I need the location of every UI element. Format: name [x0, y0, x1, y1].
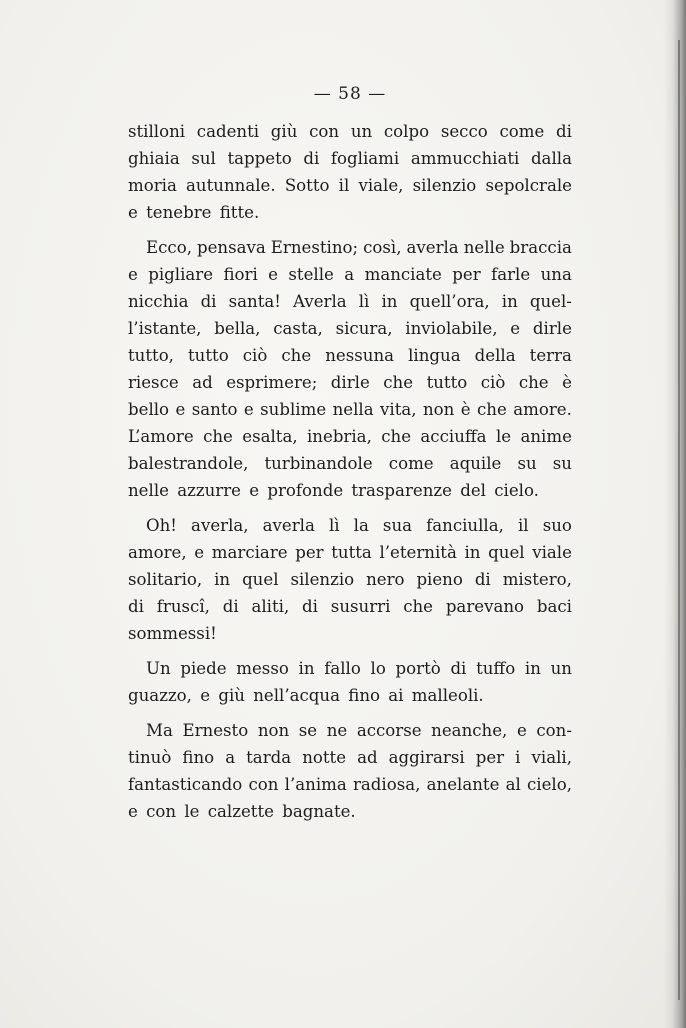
text-line: solitario, in quel silenzio nero pieno di mistero, — [128, 570, 572, 589]
book-spine-edge — [678, 40, 680, 1000]
text-line: bello e santo e sublime nella vita, non è che amore. — [128, 400, 572, 419]
text-line: ghiaia sul tappeto di fogliami ammucchiati dalla — [128, 149, 572, 168]
book-spine-shadow — [664, 0, 686, 1028]
body-text — [128, 118, 572, 833]
text-line: Oh! averla, averla lì la sua fanciulla, il suo — [146, 516, 572, 535]
paragraph — [128, 118, 572, 226]
text-line: L’amore che esalta, inebria, che acciuffa le anime — [128, 427, 572, 446]
paragraph — [128, 234, 572, 504]
text-line: e tenebre fitte. — [128, 203, 260, 222]
text-line: guazzo, e giù nell’acqua fino ai malleoli. — [128, 686, 484, 705]
text-line: di fruscî, di aliti, di susurri che parevano baci — [128, 597, 572, 616]
text-line: sommessi! — [128, 624, 217, 643]
text-line: e pigliare fiori e stelle a manciate per farle una — [128, 265, 572, 284]
paragraph — [128, 655, 572, 709]
text-line: tutto, tutto ciò che nessuna lingua della terra — [128, 346, 572, 365]
text-line: amore, e marciare per tutta l’eternità in quel viale — [128, 543, 572, 562]
paragraph — [128, 512, 572, 647]
text-line: l’istante, bella, casta, sicura, inviolabile, e dirle — [128, 319, 572, 338]
text-line: Ma Ernesto non se ne accorse neanche, e con- — [146, 721, 572, 740]
text-line: nicchia di santa! Averla lì in quell’ora, in quel- — [128, 292, 572, 311]
text-line: Ecco, pensava Ernestino; così, averla nelle braccia — [146, 238, 572, 257]
text-line: balestrandole, turbinandole come aquile su su — [128, 454, 572, 473]
text-line: Un piede messo in fallo lo portò di tuffo in un — [146, 659, 572, 678]
text-line: riesce ad esprimere; dirle che tutto ciò che è — [128, 373, 572, 392]
text-line: fantasticando con l’anima radiosa, anelante al cielo, — [128, 775, 572, 794]
text-line: tinuò fino a tarda notte ad aggirarsi per i viali, — [128, 748, 572, 767]
text-line: e con le calzette bagnate. — [128, 802, 356, 821]
text-line: stilloni cadenti giù con un colpo secco come di — [128, 122, 572, 141]
text-line: nelle azzurre e profonde trasparenze del cielo. — [128, 481, 539, 500]
page-number: — 58 — — [313, 84, 387, 104]
text-line: moria autunnale. Sotto il viale, silenzio sepolcrale — [128, 176, 572, 195]
paragraph — [128, 717, 572, 825]
